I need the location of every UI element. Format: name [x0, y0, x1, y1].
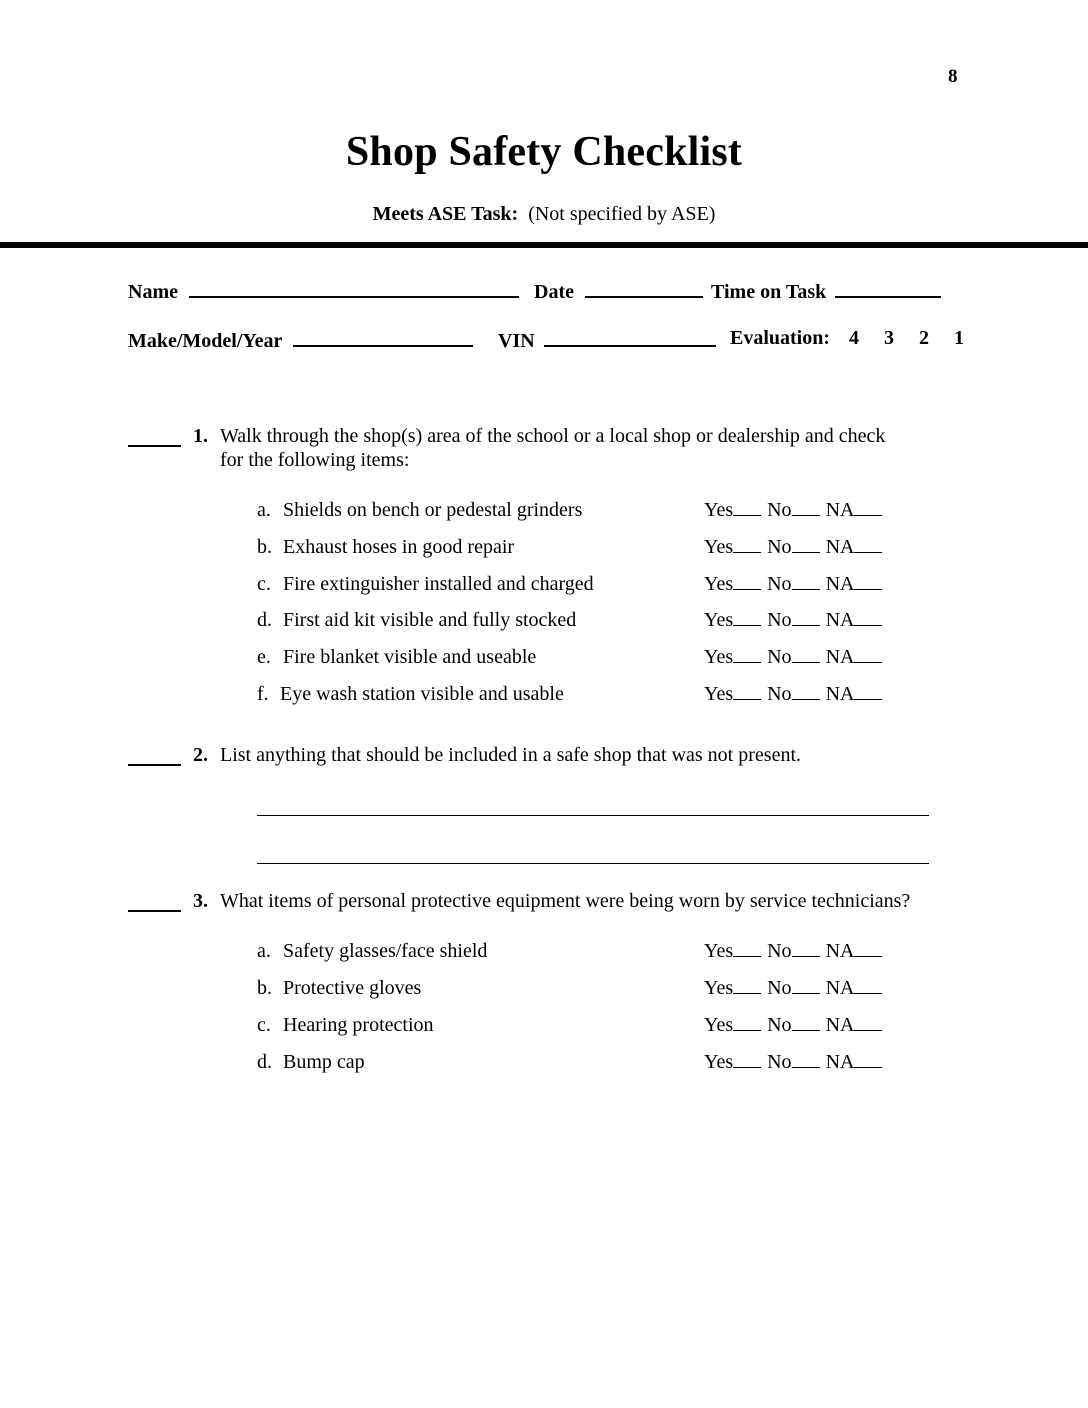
na-blank[interactable] — [854, 683, 882, 700]
na-label: NA — [825, 1051, 855, 1073]
item-letter: e. — [257, 646, 271, 669]
no-label: No — [767, 1014, 792, 1036]
question-1-number: 1. — [193, 425, 208, 447]
item-letter: a. — [257, 940, 271, 962]
na-blank[interactable] — [854, 977, 882, 994]
no-label: No — [767, 609, 792, 632]
yes-label: Yes — [704, 977, 734, 999]
time-on-task-field — [711, 278, 941, 304]
question-3-text: What items of personal protective equipment were being worn by service technicians? — [220, 890, 911, 912]
na-blank[interactable] — [854, 499, 882, 516]
make-model-year-input[interactable] — [293, 327, 473, 347]
question-1-score[interactable] — [128, 427, 181, 452]
yes-blank[interactable] — [733, 573, 761, 590]
no-blank[interactable] — [792, 977, 820, 994]
yes-blank[interactable] — [733, 499, 761, 516]
ase-task-label: Meets ASE Task: — [372, 203, 519, 225]
no-label: No — [767, 977, 792, 999]
evaluation-field — [730, 327, 964, 350]
yes-no-na-group — [704, 1014, 888, 1037]
ase-task-line — [0, 203, 1088, 226]
no-blank[interactable] — [792, 1014, 820, 1031]
yes-blank[interactable] — [733, 609, 761, 626]
yes-blank[interactable] — [733, 940, 761, 957]
date-input[interactable] — [585, 278, 703, 298]
yes-label: Yes — [704, 1051, 734, 1073]
na-label: NA — [825, 977, 855, 999]
no-blank[interactable] — [792, 646, 820, 663]
question-3-number: 3. — [193, 890, 208, 912]
yes-no-na-group — [704, 683, 888, 706]
na-label: NA — [825, 683, 855, 705]
item-letter: c. — [257, 572, 271, 595]
time-on-task-label: Time on Task — [711, 281, 827, 303]
yes-label: Yes — [704, 499, 734, 521]
item-text: Eye wash station visible and usable — [280, 683, 564, 705]
name-input[interactable] — [189, 278, 519, 298]
yes-no-na-group — [704, 1051, 888, 1074]
evaluation-score-3[interactable]: 3 — [884, 327, 895, 349]
evaluation-label: Evaluation: — [730, 327, 831, 349]
question-1-text-cont: for the following items: — [220, 449, 410, 471]
page-number: 8 — [948, 66, 958, 87]
answer-line-2[interactable] — [257, 863, 929, 864]
no-blank[interactable] — [792, 499, 820, 516]
na-label: NA — [825, 1014, 855, 1036]
item-letter: a. — [257, 499, 271, 521]
yes-no-na-group — [704, 977, 888, 1000]
make-model-year-label: Make/Model/Year — [128, 330, 283, 352]
item-text: Fire blanket visible and useable — [283, 646, 537, 669]
no-blank[interactable] — [792, 683, 820, 700]
yes-label: Yes — [704, 535, 734, 558]
na-label: NA — [825, 940, 855, 962]
yes-no-na-group — [704, 646, 888, 669]
na-label: NA — [825, 499, 855, 521]
make-model-year-field — [128, 327, 473, 353]
no-label: No — [767, 940, 792, 962]
yes-no-na-group — [704, 573, 888, 596]
yes-blank[interactable] — [733, 1051, 761, 1068]
no-blank[interactable] — [792, 536, 820, 553]
question-2-score[interactable] — [128, 746, 181, 771]
no-label: No — [767, 535, 792, 558]
item-letter: b. — [257, 535, 272, 558]
yes-no-na-group — [704, 940, 888, 963]
item-text: Shields on bench or pedestal grinders — [283, 499, 583, 521]
item-text: Exhaust hoses in good repair — [283, 535, 515, 558]
na-blank[interactable] — [854, 573, 882, 590]
date-field — [534, 278, 703, 304]
vin-input[interactable] — [544, 327, 716, 347]
yes-label: Yes — [704, 683, 734, 705]
name-label: Name — [128, 281, 178, 303]
evaluation-score-1[interactable]: 1 — [954, 327, 965, 349]
item-letter: f. — [257, 683, 269, 705]
no-blank[interactable] — [792, 573, 820, 590]
item-text: Protective gloves — [283, 977, 422, 999]
item-letter: d. — [257, 1051, 272, 1073]
no-label: No — [767, 1051, 792, 1073]
yes-no-na-group — [704, 609, 888, 632]
na-label: NA — [825, 646, 855, 669]
vin-field — [498, 327, 716, 353]
vin-label: VIN — [498, 330, 535, 352]
no-label: No — [767, 683, 792, 705]
evaluation-score-2[interactable]: 2 — [919, 327, 930, 349]
evaluation-score-4[interactable]: 4 — [849, 327, 860, 349]
yes-no-na-group — [704, 536, 888, 559]
no-blank[interactable] — [792, 609, 820, 626]
yes-label: Yes — [704, 572, 734, 595]
yes-blank[interactable] — [733, 977, 761, 994]
na-label: NA — [825, 535, 855, 558]
no-label: No — [767, 572, 792, 595]
question-3-score[interactable] — [128, 892, 181, 917]
yes-label: Yes — [704, 646, 734, 669]
item-letter: b. — [257, 977, 272, 999]
item-letter: d. — [257, 609, 272, 632]
yes-label: Yes — [704, 609, 734, 632]
item-text: Safety glasses/face shield — [283, 940, 488, 962]
yes-blank[interactable] — [733, 1014, 761, 1031]
item-letter: c. — [257, 1014, 271, 1036]
yes-blank[interactable] — [733, 646, 761, 663]
no-blank[interactable] — [792, 1051, 820, 1068]
header-divider — [0, 242, 1088, 248]
answer-line-1[interactable] — [257, 815, 929, 816]
na-blank[interactable] — [854, 536, 882, 553]
yes-blank[interactable] — [733, 683, 761, 700]
yes-label: Yes — [704, 1014, 734, 1036]
question-2-number: 2. — [193, 744, 208, 766]
ase-task-value: (Not specified by ASE) — [528, 203, 716, 225]
page-title: Shop Safety Checklist — [345, 129, 743, 175]
item-text: Fire extinguisher installed and charged — [283, 572, 594, 595]
no-label: No — [767, 499, 792, 521]
yes-blank[interactable] — [733, 536, 761, 553]
na-blank[interactable] — [854, 940, 882, 957]
item-text: Hearing protection — [283, 1014, 434, 1036]
name-field — [128, 278, 519, 304]
no-blank[interactable] — [792, 940, 820, 957]
time-on-task-input[interactable] — [835, 278, 941, 298]
na-label: NA — [825, 572, 855, 595]
item-text: First aid kit visible and fully stocked — [283, 609, 577, 632]
question-2-text: List anything that should be included in a safe shop that was not present. — [220, 744, 801, 766]
na-blank[interactable] — [854, 1051, 882, 1068]
no-label: No — [767, 646, 792, 669]
date-label: Date — [534, 281, 574, 303]
yes-label: Yes — [704, 940, 734, 962]
item-text: Bump cap — [283, 1051, 365, 1073]
na-blank[interactable] — [854, 646, 882, 663]
yes-no-na-group — [704, 499, 888, 522]
na-blank[interactable] — [854, 1014, 882, 1031]
na-blank[interactable] — [854, 609, 882, 626]
question-1-text: Walk through the shop(s) area of the school or a local shop or dealership and check — [220, 425, 886, 447]
na-label: NA — [825, 609, 855, 632]
